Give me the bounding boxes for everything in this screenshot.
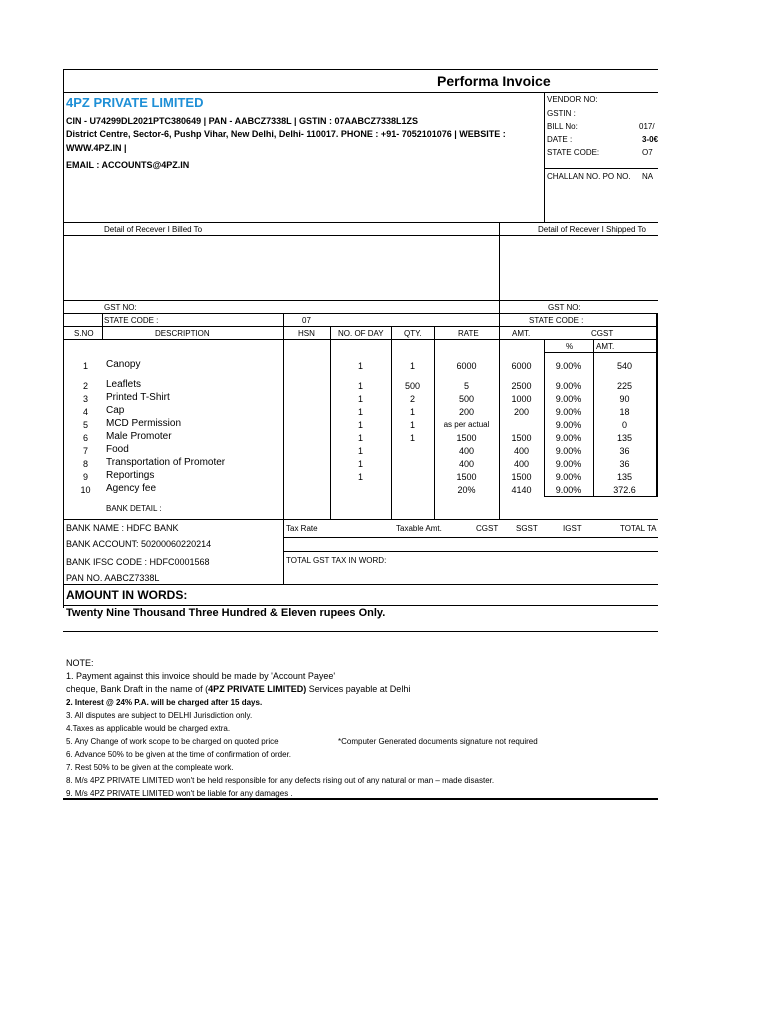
cell-days: 1 <box>357 472 363 482</box>
taxable-amt-label: Taxable Amt. <box>396 524 442 533</box>
top-border <box>63 69 658 70</box>
header-days: NO. OF DAY <box>338 329 384 338</box>
cell-description: Male Promoter <box>106 431 172 442</box>
party-header-line <box>63 235 658 236</box>
note-7: 7. Rest 50% to be given at the compleate work. <box>66 763 234 772</box>
cell-days: 1 <box>357 446 363 456</box>
state-code-label: STATE CODE : <box>104 316 159 325</box>
cell-cgst-pct: 9.00% <box>555 485 582 495</box>
cell-sno: 10 <box>80 485 91 495</box>
col-line-right <box>656 313 658 496</box>
bank-bottom <box>63 584 658 585</box>
date-value: 3-0€ <box>642 135 659 144</box>
cell-qty: 1 <box>409 433 415 443</box>
billed-to-label: Detail of Recever I Billed To <box>104 225 203 234</box>
gst-no-label: GST NO: <box>104 303 137 312</box>
bank-name: BANK NAME : HDFC BANK <box>66 523 179 533</box>
cell-cgst-amt: 18 <box>619 407 630 417</box>
cell-qty: 1 <box>409 420 415 430</box>
header-qty: QTY. <box>404 329 422 338</box>
note-1b <box>66 684 410 694</box>
company-name: 4PZ PRIVATE LIMITED <box>66 95 204 110</box>
cell-sno: 6 <box>82 433 88 443</box>
cell-cgst-amt: 135 <box>616 472 633 482</box>
cell-amt: 2500 <box>511 381 532 391</box>
header-rate: RATE <box>458 329 479 338</box>
cell-description: Cap <box>106 405 125 416</box>
note-1a: 1. Payment against this invoice should be made by 'Account Payee' <box>66 671 336 681</box>
cell-description: Transportation of Promoter <box>106 457 226 468</box>
cell-cgst-amt: 36 <box>619 459 630 469</box>
cell-description: MCD Permission <box>106 418 182 429</box>
header-description: DESCRIPTION <box>155 329 210 338</box>
date-label: DATE : <box>547 135 573 144</box>
sgst-label: SGST <box>516 524 538 533</box>
cell-amt: 1500 <box>511 433 532 443</box>
total-tax-label: TOTAL TA <box>620 524 657 533</box>
cell-days: 1 <box>357 420 363 430</box>
cell-rate: 5 <box>463 381 469 391</box>
note-5: 5. Any Change of work scope to be charged on quoted price <box>66 737 279 746</box>
title-divider <box>63 92 658 93</box>
cell-cgst-amt: 36 <box>619 446 630 456</box>
bank-tax-divider <box>283 519 284 584</box>
cell-sno: 1 <box>82 361 88 371</box>
company-ids: CIN - U74299DL2021PTC380649 | PAN - AABCZ7338L | GSTIN : 07AABCZ7338L1ZS <box>66 116 418 126</box>
company-email: EMAIL : ACCOUNTS@4PZ.IN <box>66 160 190 170</box>
cell-rate: 400 <box>458 446 475 456</box>
challan-label: CHALLAN NO. PO NO. <box>547 172 631 181</box>
vendor-state-code-value: O7 <box>642 148 653 157</box>
bank-detail-label: BANK DETAIL : <box>106 504 162 513</box>
cell-cgst-amt: 540 <box>616 361 633 371</box>
table-bottom <box>63 519 658 520</box>
cell-rate: 1500 <box>456 433 477 443</box>
cell-description: Canopy <box>106 359 141 370</box>
shipped-to-label: Detail of Recever I Shipped To <box>538 225 646 234</box>
note-1b-company: 4PZ PRIVATE LIMITED) <box>208 684 307 694</box>
header-sno: S.NO <box>74 329 94 338</box>
state-code-value: 07 <box>302 316 311 325</box>
cell-cgst-amt: 135 <box>616 433 633 443</box>
gst-line <box>63 300 658 301</box>
cell-days: 1 <box>357 459 363 469</box>
cell-cgst-amt: 90 <box>619 394 630 404</box>
cell-qty: 1 <box>409 407 415 417</box>
cell-amt: 1500 <box>511 472 532 482</box>
cell-days: 1 <box>357 361 363 371</box>
cell-description: Agency fee <box>106 483 157 494</box>
note-4: 4.Taxes as applicable would be charged extra. <box>66 724 231 733</box>
gst-no-label-right: GST NO: <box>548 303 581 312</box>
note-3: 3. All disputes are subject to DELHI Jurisdiction only. <box>66 711 253 720</box>
cell-amt: 4140 <box>511 485 532 495</box>
bank-account: BANK ACCOUNT: 50200060220214 <box>66 539 212 549</box>
bank-ifsc: BANK IFSC CODE : HDFC0001568 <box>66 557 210 567</box>
tax-summary-line <box>283 537 658 538</box>
col-line-sno <box>102 313 103 339</box>
cell-sno: 4 <box>82 407 88 417</box>
invoice-title: Performa Invoice <box>437 73 551 89</box>
signature-note: *Computer Generated documents signature not required <box>338 737 538 746</box>
note-1b-pre: cheque, Bank Draft in the name of ( <box>66 684 209 694</box>
tax-rate-label: Tax Rate <box>286 524 318 533</box>
cell-sno: 5 <box>82 420 88 430</box>
cell-rate: 400 <box>458 459 475 469</box>
notes-bottom <box>63 798 658 800</box>
note-8: 8. M/s 4PZ PRIVATE LIMITED won't be held responsible for any defects rising out of any natural or man – made disaster. <box>66 776 495 785</box>
cell-sno: 3 <box>82 394 88 404</box>
cell-description: Reportings <box>106 470 155 481</box>
company-address: District Centre, Sector-6, Pushp Vihar, New Delhi, Delhi- 110017. PHONE : +91- 7052101076 | WEBSITE : <box>66 129 506 139</box>
cell-sno: 7 <box>82 446 88 456</box>
company-website: WWW.4PZ.IN | <box>66 143 127 153</box>
cell-sno: 2 <box>82 381 88 391</box>
cell-days: 1 <box>357 394 363 404</box>
cell-rate: 200 <box>458 407 475 417</box>
note-9: 9. M/s 4PZ PRIVATE LIMITED won't be liable for any damages . <box>66 789 293 798</box>
cgst-sub-line <box>544 352 658 353</box>
cell-cgst-pct: 9.00% <box>555 459 582 469</box>
cell-cgst-pct: 9.00% <box>555 420 582 430</box>
challan-value: NA <box>642 172 654 181</box>
vendor-state-code-label: STATE CODE: <box>547 148 600 157</box>
col-line-desc <box>283 313 284 519</box>
notes-heading: NOTE: <box>66 658 94 668</box>
cell-cgst-pct: 9.00% <box>555 446 582 456</box>
amount-label-bottom <box>63 605 658 606</box>
tax-word-line <box>283 551 658 552</box>
cell-amt: 400 <box>513 446 530 456</box>
cell-amt: 6000 <box>511 361 532 371</box>
note-1b-post: Services payable at Delhi <box>306 684 411 694</box>
note-2: 2. Interest @ 24% P.A. will be charged after 15 days. <box>66 698 263 707</box>
vendor-challan-divider <box>544 168 658 169</box>
cell-cgst-amt: 372.6 <box>613 485 636 495</box>
cell-rate: 20% <box>457 485 476 495</box>
cell-cgst-amt: 0 <box>621 420 627 430</box>
state-code-label-right: STATE CODE : <box>529 316 584 325</box>
cell-rate: as per actual <box>443 420 490 429</box>
cgst-block-bottom <box>544 496 658 497</box>
cell-amt: 1000 <box>511 394 532 404</box>
cell-cgst-pct: 9.00% <box>555 381 582 391</box>
header-amt: AMT. <box>512 329 531 338</box>
cell-rate: 500 <box>458 394 475 404</box>
header-cgst-amt: AMT. <box>596 342 615 351</box>
header-hsn: HSN <box>298 329 315 338</box>
cell-days: 1 <box>357 433 363 443</box>
igst-label: IGST <box>563 524 582 533</box>
amount-in-words-value: Twenty Nine Thousand Three Hundred & Eleven rupees Only. <box>66 607 386 619</box>
table-header-top <box>63 326 658 327</box>
cell-cgst-pct: 9.00% <box>555 433 582 443</box>
party-divider <box>499 222 500 343</box>
cell-amt: 200 <box>513 407 530 417</box>
cell-sno: 8 <box>82 459 88 469</box>
cell-cgst-pct: 9.00% <box>555 472 582 482</box>
cell-cgst-pct: 9.00% <box>555 394 582 404</box>
cell-cgst-pct: 9.00% <box>555 361 582 371</box>
cell-qty: 1 <box>409 361 415 371</box>
total-gst-in-word-label: TOTAL GST TAX IN WORD: <box>286 556 387 565</box>
cell-rate: 6000 <box>456 361 477 371</box>
cell-cgst-pct: 9.00% <box>555 407 582 417</box>
cell-amt: 400 <box>513 459 530 469</box>
bill-no-value: 017/ <box>639 122 655 131</box>
cell-qty: 500 <box>404 381 421 391</box>
amount-in-words-label: AMOUNT IN WORDS: <box>66 588 188 602</box>
cgst-label: CGST <box>476 524 499 533</box>
vendor-divider <box>544 92 545 222</box>
note-6: 6. Advance 50% to be given at the time of confirmation of order. <box>66 750 292 759</box>
table-header-bottom <box>63 339 658 340</box>
header-bottom-line <box>63 222 658 223</box>
header-cgst-pct: % <box>566 342 574 351</box>
cell-description: Printed T-Shirt <box>106 392 170 403</box>
vendor-no-label: VENDOR NO: <box>547 95 598 104</box>
cell-description: Food <box>106 444 129 455</box>
cell-cgst-amt: 225 <box>616 381 633 391</box>
cell-description: Leaflets <box>106 379 142 390</box>
cell-rate: 1500 <box>456 472 477 482</box>
gstin-label: GSTIN : <box>547 109 576 118</box>
cell-qty: 2 <box>409 394 415 404</box>
amount-words-bottom <box>63 631 658 632</box>
state-code-line <box>63 313 658 314</box>
header-cgst: CGST <box>591 329 614 338</box>
cell-days: 1 <box>357 407 363 417</box>
pan-number: PAN NO. AABCZ7338L <box>66 573 160 583</box>
cell-days: 1 <box>357 381 363 391</box>
cell-sno: 9 <box>82 472 88 482</box>
bill-no-label: BILL No: <box>547 122 578 131</box>
